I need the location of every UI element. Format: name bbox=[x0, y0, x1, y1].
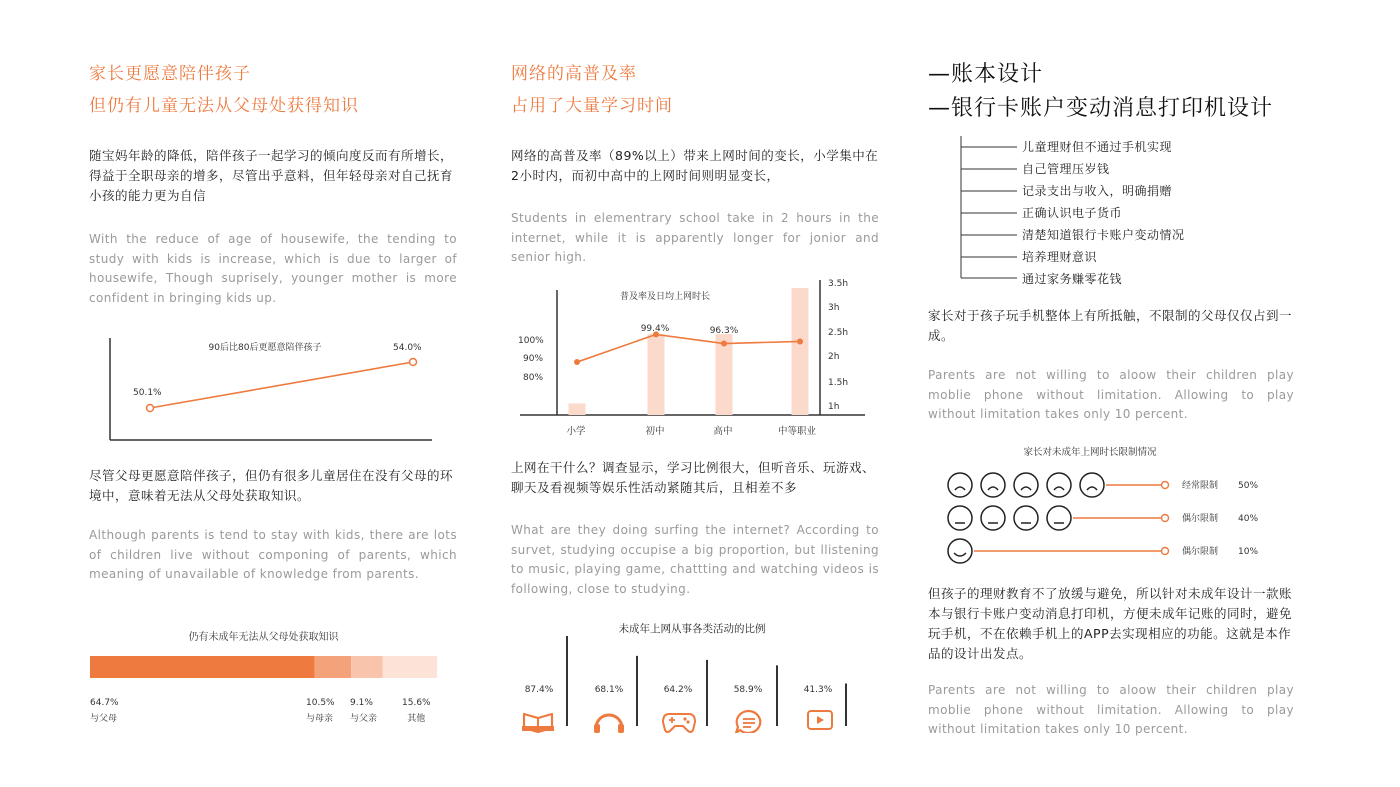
right-tick-1h: 1h bbox=[828, 402, 840, 412]
combo-bar-vocational bbox=[792, 288, 809, 415]
col3-para2-zh: 但孩子的理财教育不了放缓与避免，所以针对未成年设计一款账本与银行卡账户变动消息打印机，方便未成年记账的同时，避免玩手机，不在依赖手机上的APP去实现相应的功能。这就是本作品的设计出发点。 bbox=[928, 586, 1293, 661]
design-title-line-1: —账本设计 bbox=[928, 62, 1044, 87]
limit-marker-none bbox=[1162, 548, 1169, 555]
limit-marker-sometimes bbox=[1162, 515, 1169, 522]
sad-face-icon bbox=[981, 473, 1005, 497]
col2-para2-zh: 上网在干什么？调查显示，学习比例很大，但听音乐、玩游戏、聊天及看视频等娱乐性活动紧随其后，且相差不多 bbox=[511, 460, 876, 495]
stacked-label-parents bbox=[90, 695, 119, 727]
feature-item: 自己管理压岁钱 bbox=[1022, 162, 1110, 176]
col3-para2-en: Parents are not willing to aloow their children play moblie phone without limitation. Allowing to play without limitation takes only 10 percent. bbox=[928, 683, 1294, 736]
heading-line-2: 占用了大量学习时间 bbox=[511, 96, 673, 116]
gamepad-icon bbox=[663, 714, 695, 732]
neutral-face-icon bbox=[981, 506, 1005, 530]
feature-item: 正确认识电子货币 bbox=[1022, 206, 1123, 220]
stacked-label-other bbox=[402, 695, 431, 727]
line-chart-label-1: 50.1% bbox=[133, 388, 162, 398]
combo-cat-vocational: 中等职业 bbox=[777, 426, 817, 437]
right-tick-3.5h: 3.5h bbox=[828, 279, 849, 289]
stacked-value-other: 15.6% bbox=[402, 698, 431, 708]
combo-bar-junior bbox=[648, 334, 665, 415]
left-tick-80: 80% bbox=[523, 373, 544, 383]
activity-value-game: 64.2% bbox=[663, 685, 693, 695]
activities-chart bbox=[515, 618, 855, 733]
stacked-name-other: 其他 bbox=[407, 714, 426, 724]
right-tick-1.5h: 1.5h bbox=[828, 378, 849, 388]
limit-name-none: 偶尔限制 bbox=[1182, 547, 1219, 557]
combo-penetration-line bbox=[577, 334, 800, 362]
stacked-value-parents: 64.7% bbox=[90, 698, 119, 708]
book-icon bbox=[522, 714, 554, 732]
sad-face-icon bbox=[1047, 473, 1071, 497]
stacked-value-father: 9.1% bbox=[350, 698, 373, 708]
video-icon bbox=[808, 711, 832, 729]
limitation-chart-title: 家长对未成年上网时长限制情况 bbox=[1023, 447, 1157, 458]
combo-label-senior: 96.3% bbox=[709, 326, 739, 336]
combo-point-senior bbox=[721, 341, 727, 347]
stacked-segment-father bbox=[351, 656, 383, 678]
combo-chart-title: 普及率及日均上网时长 bbox=[619, 292, 711, 302]
neutral-face-icon bbox=[948, 506, 972, 530]
design-title bbox=[928, 58, 1368, 126]
sad-face-icon bbox=[1080, 473, 1104, 497]
line-chart-title: 90后比80后更愿意陪伴孩子 bbox=[208, 343, 322, 353]
combo-bar-primary bbox=[569, 403, 586, 415]
chat-icon bbox=[736, 711, 760, 733]
feature-item: 通过家务赚零花钱 bbox=[1022, 272, 1123, 286]
neutral-face-icon bbox=[1047, 506, 1071, 530]
combo-label-junior: 99.4% bbox=[640, 324, 670, 334]
combo-cat-senior: 高中 bbox=[713, 426, 733, 437]
happy-face-icon bbox=[948, 539, 972, 563]
feature-item: 记录支出与收入，明确捐赠 bbox=[1022, 184, 1173, 198]
stacked-value-mother: 10.5% bbox=[306, 698, 335, 708]
limit-value-sometimes: 40% bbox=[1238, 514, 1259, 524]
col3-para1-zh: 家长对于孩子玩手机整体上有所抵触，不限制的父母仅仅占到一成。 bbox=[928, 308, 1293, 343]
limitation-chart bbox=[940, 440, 1270, 570]
stacked-name-parents: 与父母 bbox=[90, 714, 118, 724]
feature-tree-lines bbox=[955, 136, 1025, 286]
neutral-face-icon bbox=[1014, 506, 1038, 530]
limit-marker-often bbox=[1162, 482, 1169, 489]
sad-face-icon bbox=[948, 473, 972, 497]
line-chart-point-1 bbox=[147, 405, 154, 412]
left-tick-90: 90% bbox=[523, 354, 544, 364]
combo-point-vocational bbox=[797, 338, 803, 344]
combo-cat-primary: 小学 bbox=[566, 426, 586, 437]
activity-value-music: 68.1% bbox=[594, 685, 624, 695]
line-chart-companion bbox=[100, 330, 440, 445]
activity-value-video: 41.3% bbox=[803, 685, 833, 695]
combo-cat-junior: 初中 bbox=[645, 426, 665, 437]
line-chart-point-2 bbox=[410, 359, 417, 366]
col3-para1-en: Parents are not willing to aloow their children play moblie phone without limitation. Allowing to play without limitation takes only 10 percent. bbox=[928, 368, 1294, 421]
stacked-bar-chart bbox=[90, 656, 437, 680]
stacked-name-mother: 与母亲 bbox=[306, 714, 334, 724]
combo-point-primary bbox=[574, 359, 580, 365]
limit-name-sometimes: 偶尔限制 bbox=[1182, 514, 1219, 524]
headphones-icon bbox=[594, 715, 624, 733]
left-tick-100: 100% bbox=[518, 336, 544, 346]
heading-line-2: 但仍有儿童无法从父母处获得知识 bbox=[89, 96, 359, 116]
stacked-segment-other bbox=[383, 656, 437, 678]
activities-chart-title: 未成年上网从事各类活动的比例 bbox=[618, 623, 766, 635]
heading-family bbox=[89, 60, 449, 120]
stacked-segment-mother bbox=[315, 656, 351, 678]
limit-name-often: 经常限制 bbox=[1182, 481, 1219, 491]
col2-para1-en: Students in elementrary school take in 2 hours in the internet, while it is apparently longer for jonior and senior high. bbox=[511, 211, 879, 264]
stacked-label-mother bbox=[306, 695, 335, 727]
stacked-bar-title: 仍有未成年无法从父母处获取知识 bbox=[188, 632, 339, 643]
activity-value-read: 87.4% bbox=[524, 685, 554, 695]
stacked-segment-parents bbox=[90, 656, 315, 678]
right-tick-3h: 3h bbox=[828, 303, 840, 313]
activity-value-chat: 58.9% bbox=[733, 685, 763, 695]
col1-para2-zh: 尽管父母更愿意陪伴孩子，但仍有很多儿童居住在没有父母的环境中，意味着无法从父母处获取知识。 bbox=[89, 468, 454, 503]
col2-para1-zh: 网络的高普及率（89%以上）带来上网时间的变长，小学集中在2小时内，而初中高中的上网时间则明显变长， bbox=[511, 148, 879, 183]
col2-para2-en: What are they doing surfing the internet? According to survet, studying occupise a big proportion, but llistening to music, playing game, chattting and watching videos is following, close to studying. bbox=[511, 523, 879, 596]
sad-face-icon bbox=[1014, 473, 1038, 497]
line-chart-label-2: 54.0% bbox=[393, 343, 422, 353]
line-chart-series-line bbox=[150, 362, 413, 408]
heading-line-1: 网络的高普及率 bbox=[511, 64, 637, 84]
right-tick-2h: 2h bbox=[828, 352, 840, 362]
feature-item: 儿童理财但不通过手机实现 bbox=[1022, 140, 1173, 154]
design-title-line-2: —银行卡账户变动消息打印机设计 bbox=[928, 96, 1274, 121]
right-tick-2.5h: 2.5h bbox=[828, 328, 849, 338]
feature-list bbox=[1022, 138, 1185, 292]
heading-internet bbox=[511, 60, 871, 120]
limit-value-none: 10% bbox=[1238, 547, 1259, 557]
col1-para2-en: Although parents is tend to stay with kids, there are lots of children live without componing of parents, which meaning of unavailable of knowledge from parents. bbox=[89, 528, 457, 581]
col1-para1-en: With the reduce of age of housewife, the tending to study with kids is increase, which is due to larger of housewife, Though suprisely, younger mother is more confident in bringing kids up. bbox=[89, 232, 457, 305]
heading-line-1: 家长更愿意陪伴孩子 bbox=[89, 64, 251, 84]
feature-item: 清楚知道银行卡账户变动情况 bbox=[1022, 228, 1185, 242]
stacked-name-father: 与父亲 bbox=[350, 714, 378, 724]
limit-value-often: 50% bbox=[1238, 481, 1259, 491]
stacked-label-father bbox=[350, 695, 377, 727]
feature-item: 培养理财意识 bbox=[1022, 250, 1098, 264]
col1-para1-zh: 随宝妈年龄的降低，陪伴孩子一起学习的倾向度反而有所增长，得益于全职母亲的增多，尽管出乎意料，但年轻母亲对自己抚育小孩的能力更为自信 bbox=[89, 148, 454, 203]
combo-chart-internet bbox=[515, 272, 880, 442]
